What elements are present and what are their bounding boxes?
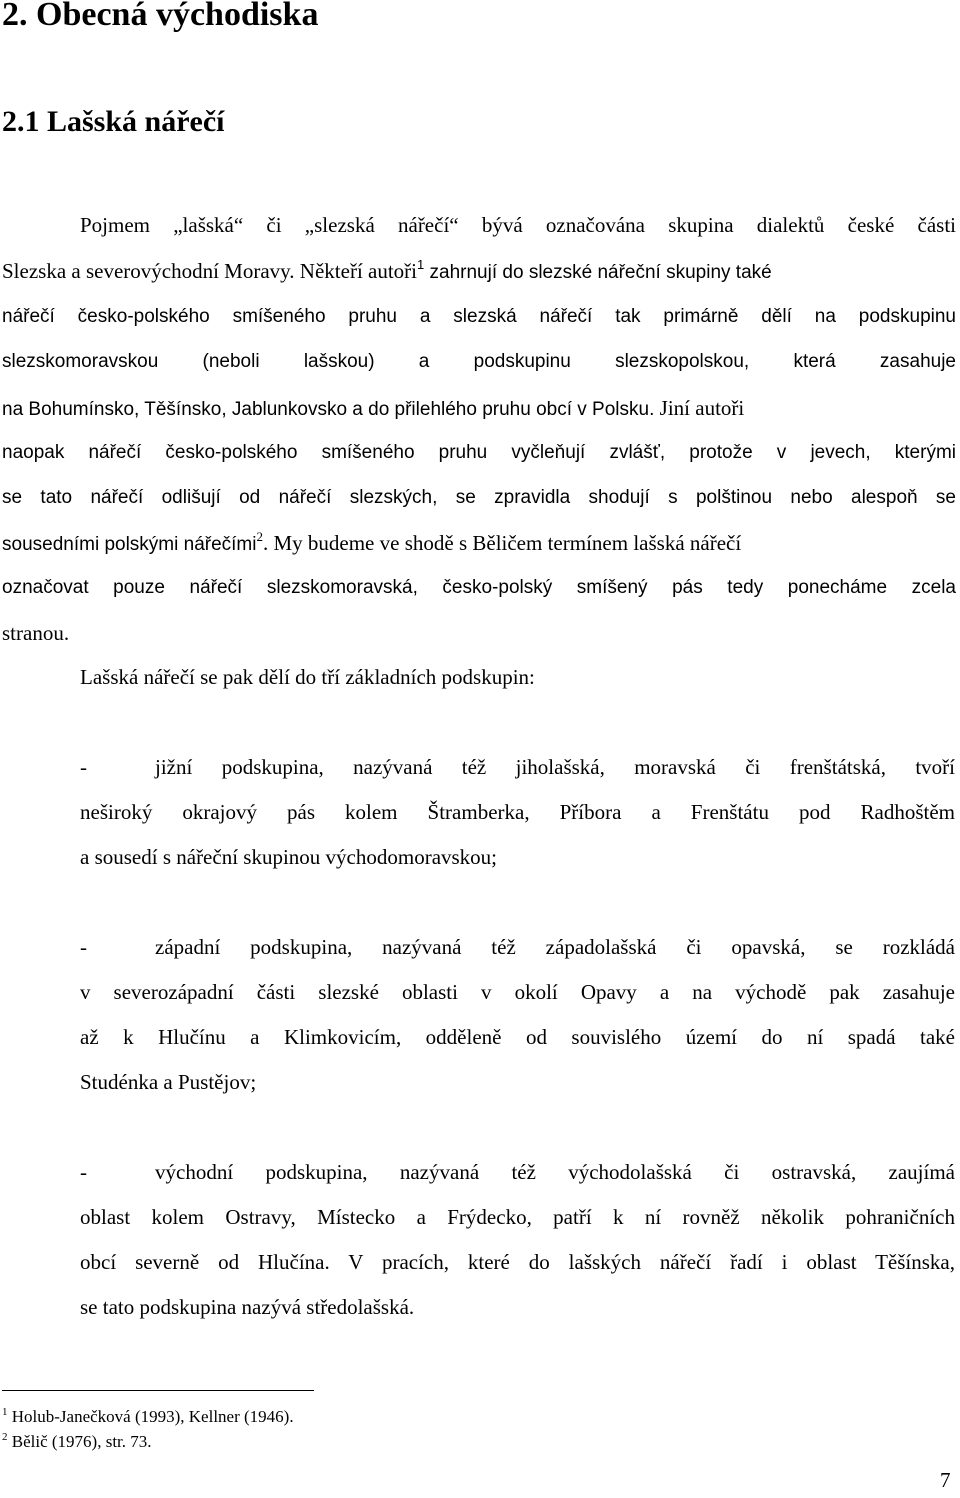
footnote-separator [2,1390,314,1391]
list-dash: - [80,1160,87,1184]
text-line: se tato nářečí odlišují od nářečí slezských, se zpravidla shodují s polštinou nebo alespoň se [2,487,956,508]
list-dash: - [80,755,87,779]
text-line: sousedními polskými nářečími$^2$. My budeme ve shodě s Běličem termínem lašská nářečí [2,529,742,555]
text-line: naopak nářečí česko-polského smíšeného pruhu vyčleňují zvlášť, protože v jevech, kterými [2,442,956,463]
text-line: nářečí česko-polského smíšeného pruhu a slezská nářečí tak primárně dělí na podskupinu [2,306,956,327]
list-dash: - [80,935,87,959]
text-line: Slezska a severovýchodní Moravy. Někteří autoři$^1$ zahrnují do slezské nářeční skupiny také [2,257,772,283]
text-line: neširoký okrajový pás kolem Štramberka, Příbora a Frenštátu pod Radhoštěm [80,800,955,824]
section-heading: 2.1 Lašská nářečí [2,105,225,138]
text-line: oblast kolem Ostravy, Místecko a Frýdecko, patří k ní rovněž několik pohraničních [80,1205,955,1229]
text-line: v severozápadní části slezské oblasti v okolí Opavy a na východě pak zasahuje [80,980,955,1004]
footnote-2: $^2$ Bělič (1976), str. 73. [2,1431,152,1451]
paragraph-subgroups-lead: Lašská nářečí se pak dělí do tří základních podskupin: [80,665,535,689]
footnote-1: $^1$ Holub-Janečková (1993), Kellner (1946). [2,1406,294,1426]
chapter-heading: 2. Obecná východiska [2,0,319,33]
text-line: slezskomoravskou (neboli lašskou) a podskupinu slezskopolskou, která zasahuje [2,351,956,372]
text-line: západní podskupina, nazývaná též západolašská či opavská, se rozkládá [155,935,955,959]
footnote-ref-2[interactable]: 2 [256,529,263,544]
text-line: východní podskupina, nazývaná též východolašská či ostravská, zaujímá [155,1160,955,1184]
text-line: Pojmem „lašská“ či „slezská nářečí“ bývá označována skupina dialektů české části [80,213,956,237]
text-line: na Bohumínsko, Těšínsko, Jablunkovsko a do přilehlého pruhu obcí v Polsku. Jiní autoři [2,396,745,420]
text-line: označovat pouze nářečí slezskomoravská, česko-polský smíšený pás tedy ponecháme zcela [2,577,956,598]
text-line: jižní podskupina, nazývaná též jiholašská, moravská či frenštátská, tvoří [155,755,955,779]
text-line: až k Hlučínu a Klimkovicím, odděleně od souvislého území do ní spadá také [80,1025,955,1049]
page-number: 7 [940,1468,951,1492]
text-line: a sousedí s nářeční skupinou východomoravskou; [80,845,498,869]
text-line: se tato podskupina nazývá středolašská. [80,1295,415,1319]
text-line: stranou. [2,621,70,645]
footnote-ref-1[interactable]: 1 [417,257,425,272]
text-line: Studénka a Pustějov; [80,1070,257,1094]
text-line: obcí severně od Hlučína. V pracích, které do lašských nářečí řadí i oblast Těšínska, [80,1250,955,1274]
